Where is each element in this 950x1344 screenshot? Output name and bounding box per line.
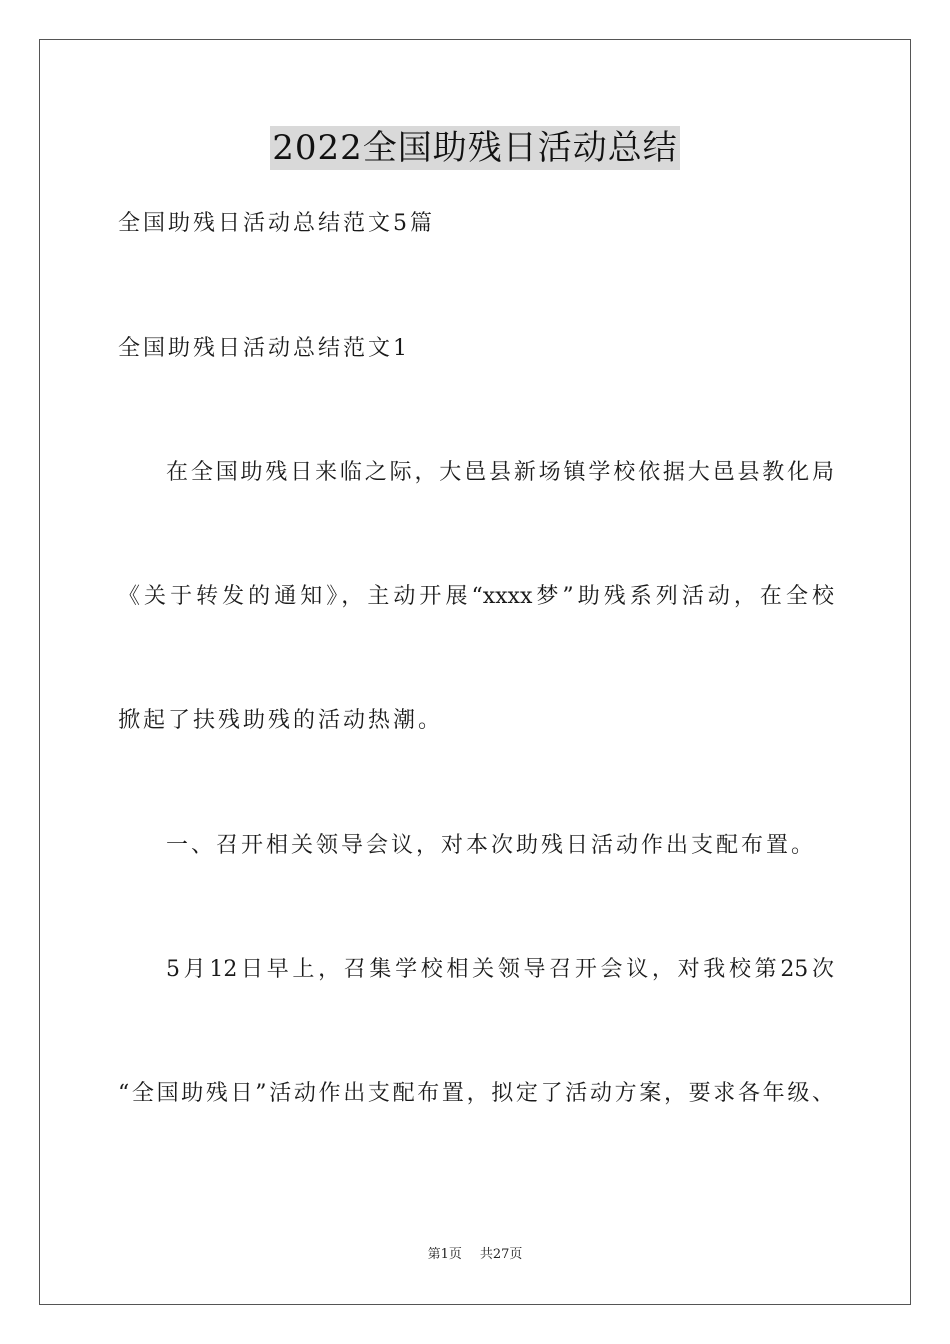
body-line: 5月12日早上，召集学校相关领导召开会议，对我校第25次: [166, 957, 834, 982]
page-footer: [0, 1246, 950, 1264]
body-line: 掀起了扶残助残的活动热潮。: [118, 708, 444, 733]
page-total: 共27页: [479, 1247, 523, 1262]
document-title: 2022全国助残日活动总结: [272, 128, 678, 168]
body-line: 《关于转发的通知》，主动开展“xxxx梦”助残系列活动，在全校: [118, 584, 834, 609]
body-line: 一、召开相关领导会议，对本次助残日活动作出支配布置。: [166, 833, 817, 858]
body-line: “全国助残日”活动作出支配布置，拟定了活动方案，要求各年级、: [118, 1081, 834, 1106]
page-number: 第1页: [427, 1247, 462, 1262]
subtitle-line: 全国助残日活动总结范文5篇: [118, 211, 435, 236]
body-line: 在全国助残日来临之际，大邑县新场镇学校依据大邑县教化局: [166, 460, 834, 485]
section-heading: 全国助残日活动总结范文1: [118, 336, 410, 361]
title-container: [0, 126, 950, 170]
